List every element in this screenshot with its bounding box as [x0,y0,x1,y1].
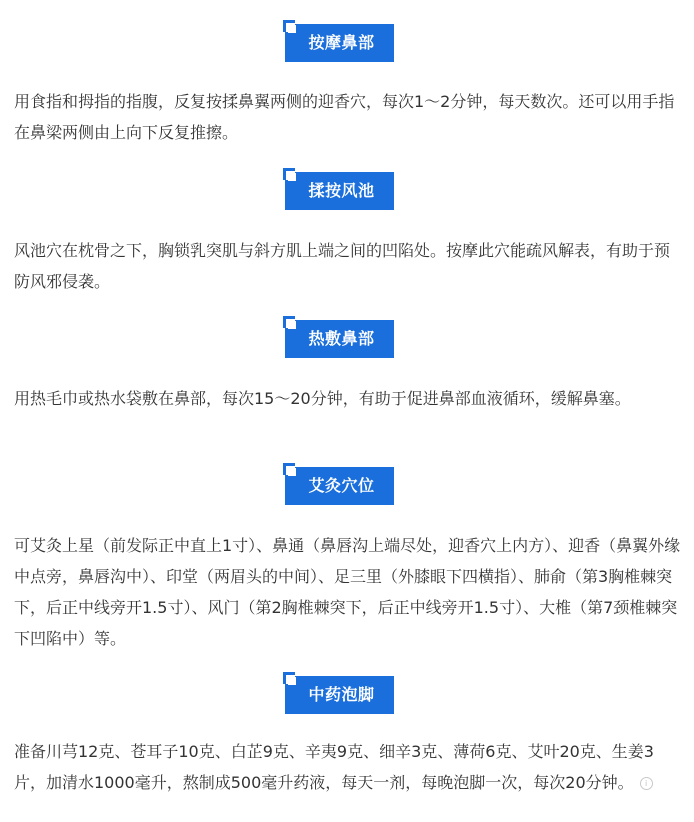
section-paragraph: 用食指和拇指的指腹，反复按揉鼻翼两侧的迎香穴，每次1～2分钟，每天数次。还可以用手指在鼻梁两侧由上向下反复推擦。 [14,92,675,142]
heading-corner-decoration [283,168,295,180]
heading-label: 揉按风池 [285,172,394,210]
section-heading-moxibustion [285,467,394,505]
info-icon[interactable]: i [640,777,653,790]
section-heading-hot-compress [285,320,394,358]
heading-label: 艾灸穴位 [285,467,394,505]
heading-label: 中药泡脚 [285,676,394,714]
heading-label: 按摩鼻部 [285,24,394,62]
section-paragraph: 用热毛巾或热水袋敷在鼻部，每次15～20分钟，有助于促进鼻部血液循环，缓解鼻塞。 [14,389,631,408]
section-paragraph: 可艾灸上星（前发际正中直上1寸）、鼻通（鼻唇沟上端尽处，迎香穴上内方）、迎香（鼻翼外缘中点旁，鼻唇沟中）、印堂（两眉头的中间）、足三里（外膝眼下四横指）、肺俞（第3胸椎棘突下，后正中线旁开1.5寸）、风门（第2胸椎棘突下，后正中线旁开1.5寸）、大椎（第7颈椎棘突下凹陷中）等。 [14,536,681,648]
heading-label: 热敷鼻部 [285,320,394,358]
section-paragraph: 风池穴在枕骨之下，胸锁乳突肌与斜方肌上端之间的凹陷处。按摩此穴能疏风解表，有助于预防风邪侵袭。 [14,241,671,291]
heading-corner-decoration [283,20,295,32]
section-heading-herbal-foot-bath [285,676,394,714]
section-paragraph-text: 准备川芎12克、苍耳子10克、白芷9克、辛夷9克、细辛3克、薄荷6克、艾叶20克、生姜3片，加清水1000毫升，熬制成500毫升药液，每天一剂，每晚泡脚一次，每次20分钟。 [14,742,654,792]
section-paragraph-last [14,736,682,798]
section-heading-massage-nose [285,24,394,62]
section-heading-fengchi [285,172,394,210]
heading-corner-decoration [283,316,295,328]
heading-corner-decoration [283,672,295,684]
heading-corner-decoration [283,463,295,475]
